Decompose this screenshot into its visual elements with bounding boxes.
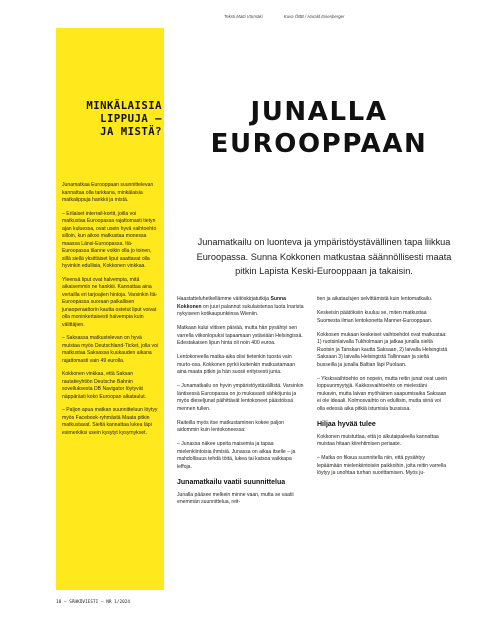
body-paragraph: Kokkonen muistuttaa, että jo alkutaipaleella kannattaa muistaa hitaan kiirehtimisen periaate. [317, 433, 439, 447]
intro-suffix: on juuri palannut sukulaistensa luota Inarista nykyiseen kotikaupunkiinsa Wieniin. [177, 303, 304, 317]
body-paragraph: – Junassa näkee upeita maisemia ja tapaa mielenkiintoisia ihmisiä. Junassa on aikaa itselle – ja mahdollisuus tehdä töitä, lukea tai katsoa vaikkapa leffoja. [177, 441, 296, 470]
body-paragraph: Raiteilla myös itse matkustaminen kokee paljon aidommin kuin lentokoneessa: [177, 419, 285, 433]
sidebar-paragraph: Junamatkaa Eurooppaan suunnittelevan kannattaa olla tarkkana, minkälaisia matkalippuja hankkii ja mistä. [62, 182, 154, 203]
headline-line: EUROOPPAAN [210, 129, 428, 159]
body-paragraph: tien ja aikataulujen selvittämistä kuin lentomatkailu. [317, 296, 433, 302]
body-paragraph: Junalla pääsee melkein minne vaan, mutta se vaatii enemmän suunnittelua, reit- [177, 491, 294, 505]
sidebar-title [60, 100, 162, 139]
sidebar-title-line: MINKÄLAISIA [86, 100, 162, 112]
sidebar-paragraph: – Paljon apua matkan suunnitteluun löytyy myös Facebook-ryhmästä Maata pitkin matkustavat. Sieltä kannattaa lukea läpi esimerkiksi usein kysytyt kysymykset. [62, 407, 158, 436]
sidebar-paragraph: – Erilaiset interrail-kortit, joilla voi matkustaa Euroopassa rajattomasti tietyn ajan kuluessa, ovat usein hyvä vaihtoehto silloin, kun aikoo matkustaa monessa maassa Länsi-Euroopassa. Itä-Euroopassa tilanne voikin olla jo toinen, sillä siellä yksittäiset liput saattavat olla hyvinkin edullisia, Kokkonen vinkkaa. [62, 210, 157, 269]
headline-line: JUNALLA [250, 97, 388, 127]
intro-prefix: Haastatteluhetkellämme väitöskirjatutkija [177, 296, 271, 302]
body-paragraph: Lentokoneella matka-aika olisi tietenkin tuosta vain murto-osa. Kokkonen pyrkii kuitenkin matkustamaan aina maata pitkin ja hän suosii erityisesti junia. [177, 354, 296, 375]
text-credit: Teksti Matti Värmäki [224, 14, 263, 19]
article-headline [190, 96, 448, 160]
subheading: Junamatkailu vaatii suunnittelua [177, 478, 286, 486]
sidebar-paragraph: Yleensä liput ovat halvempia, mitä aikaisemmin ne hankkii. Kannattaa aina vertailla eri tarjoajien hintoja. Varsinkin Itä-Euroopassa suoraan paikallisen junaoperaattorin kautta ostetut liput voivat olla moninkertaisesti halvempia kuin välittäjien. [62, 276, 158, 328]
subheading: Hiljaa hyvää tulee [317, 420, 376, 428]
article-column-1 [177, 296, 306, 513]
sidebar-text [62, 182, 159, 437]
article-lede: Junamatkailu on luonteva ja ympäristöystävällinen tapa liikkua Euroopassa. Sunna Kokkonen matkustaa säännöllisesti maata pitkin Lapista Keski-Eurooppaan ja takaisin. [196, 237, 452, 277]
body-paragraph: – Junamatkailu on hyvin ympäristöystävällistä. Varsinkin läntisessä Euroopassa on jo mukavasti sähköjunia ja myös dieseljunat päihittävät lentokoneet päästöissä mennen tullen. [177, 383, 304, 412]
photo-credits [224, 14, 344, 19]
body-paragraph: Keskeisin päätöksiin kuuluu se, miten matkustaa Suomesta ilman lentokonetta Manner-Eurooppaan. [317, 310, 433, 324]
sidebar-title-line: LIPPUJA — [100, 113, 162, 125]
body-paragraph: – Yksksvaihtoehto on nopein, mutta reitin junat ovat usein loppuunmyytyjä. Kakkosvaihtoehto on mielestäni mukavin, mutta laivan myöhäinen saapumisaika Saksaan ei ole ideaali. Kolmosvaihto on edullisin, mutta siinä voi olla edessä aika pitkiä istumisia bussissa. [317, 375, 448, 412]
article-column-2 [317, 296, 448, 484]
body-paragraph: Matkaan kului viitisen päivää, mutta hän pysähtyi sen varrella viikonlopuksi tapaamaan ystäviään Helsingissä. Edestakaisen lipun hinta oli noin 400 euroa. [177, 325, 303, 346]
sidebar-paragraph: Kokkonen vinkkaa, että Saksan rautatieyhtiön Deutsche Bahnin sovelluksesta DB Navigator löytyvät näppärästi koko Euroopan aikataulut. [62, 371, 147, 400]
interviewee-name: Sunna Kokkonen [177, 296, 287, 310]
intro-paragraph [177, 296, 306, 319]
body-paragraph: – Matka on fiksua suunnitella niin, että pysähtyy lepäämään mielenkiintoisiin paikkoihin, joita reitin varrella löytyy ja unohtaa turhan suorittamisen. Myös ju- [317, 455, 447, 476]
sidebar-title-line: JA MISTÄ? [100, 126, 162, 138]
body-paragraph: Kokkosen mukaan keskeiset vaihtoehdot ovat matkustaa: 1) ruotsinlaivalla Tukholmaan ja jatkaa junalla sieltä Ruotsin ja Tanskan kautta Saksaan, 2) laivalla Helsingistä Saksaan 3) laivalla Helsingistä Tallinnaan ja sieltä busseilla ja junalla Baltian läpi Puolaan. [317, 331, 448, 368]
page-footer: 18 — SÄHKÖVIESTI — NR 1/2024 [56, 600, 131, 605]
photo-credit: Kuva ÖBB / Harald Eisenberger [283, 14, 345, 19]
sidebar-paragraph: – Saksassa matkustelevan on hyvä muistaa myös Deutschland-Ticket, jolla voi matkustaa Saksassa kuukauden aikana rajattomasti vain 49 eurolla. [62, 335, 159, 364]
